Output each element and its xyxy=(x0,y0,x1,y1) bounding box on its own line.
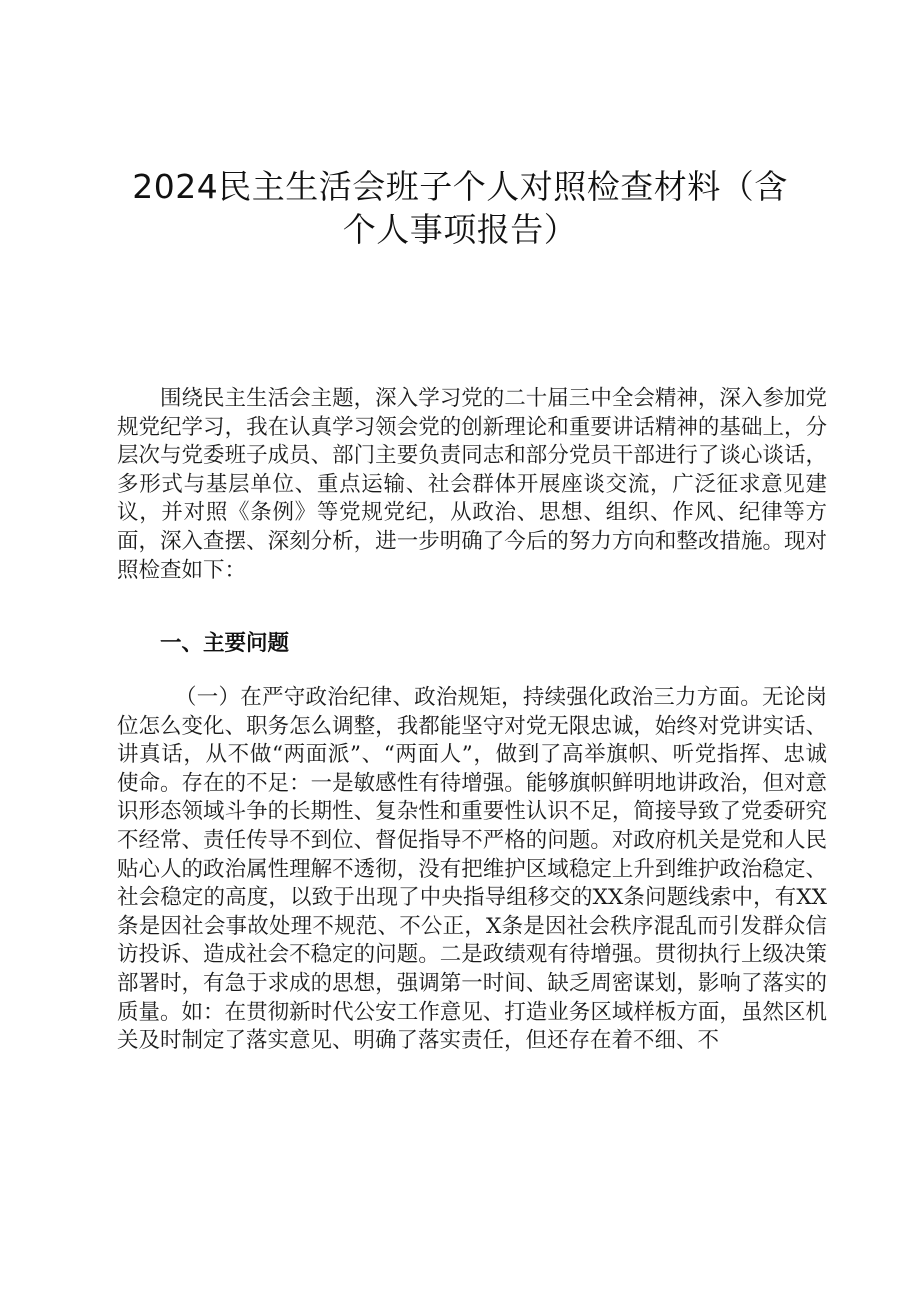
section-1-paragraph: （一）在严守政治纪律、政治规矩，持续强化政治三力方面。无论岗位怎么变化、职务怎么调整，我都能坚守对党无限忠诚，始终对党讲实话、讲真话，从不做“两面派”、“两面人”，做到了高举旗帜、听党指挥、忠诚使命。存在的不足：一是敏感性有待增强。能够旗帜鲜明地讲政治，但对意识形态领域斗争的长期性、复杂性和重要性认识不足，简接导致了党委研究不经常、责任传导不到位、督促指导不严格的问题。对政府机关是党和人民贴心人的政治属性理解不透彻，没有把维护区域稳定上升到维护政治稳定、社会稳定的高度，以致于出现了中央指导组移交的XX条问题线索中，有XX条是因社会事故处理不规范、不公正，X条是因社会秩序混乱而引发群众信访投诉、造成社会不稳定的问题。二是政绩观有待增强。贯彻执行上级决策部署时，有急于求成的思想，强调第一时间、缺乏周密谋划，影响了落实的质量。如：在贯彻新时代公安工作意见、打造业务区域样板方面，虽然区机关及时制定了落实意见、明确了落实责任，但还存在着不细、不 xyxy=(117,685,827,1054)
document-title-line-1: 2024民主生活会班子个人对照检查材料（含 xyxy=(132,167,788,206)
document-title-line-2: 个人事项报告） xyxy=(342,210,578,249)
section-heading-main-problems: 一、主要问题 xyxy=(160,631,290,656)
intro-paragraph: 围绕民主生活会主题，深入学习党的二十届三中全会精神，深入参加党规党纪学习，我在认真学习领会党的创新理论和重要讲话精神的基础上，分层次与党委班子成员、部门主要负责同志和部分党员干部进行了谈心谈话，多形式与基层单位、重点运输、社会群体开展座谈交流，广泛征求意见建议，并对照《条例》等党规党纪，从政治、思想、组织、作风、纪律等方面，深入查摆、深刻分析，进一步明确了今后的努力方向和整改措施。现对照检查如下： xyxy=(117,386,827,583)
